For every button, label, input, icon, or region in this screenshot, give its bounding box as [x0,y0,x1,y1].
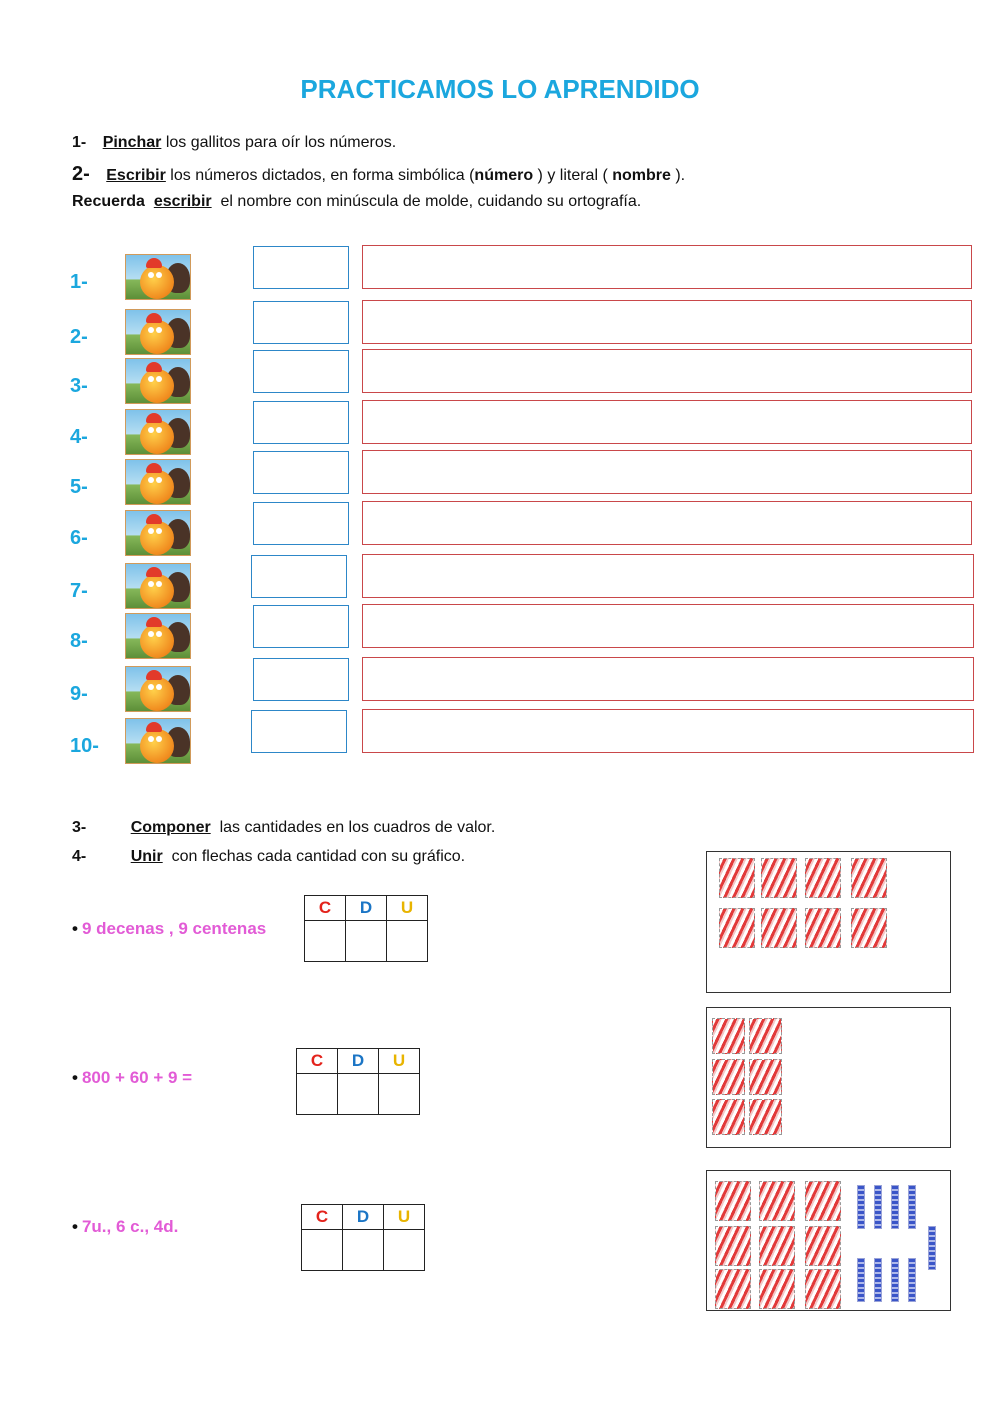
rooster-speaker-icon[interactable] [125,358,191,404]
rooster-speaker-icon[interactable] [125,459,191,505]
instruction-number: 1- [72,134,87,151]
name-input-box[interactable] [362,300,972,344]
graphic-box-1[interactable] [706,851,951,993]
instruction-2 [72,163,685,186]
name-input-box[interactable] [362,709,974,753]
quantity-text: 7u., 6 c., 4d. [81,1217,179,1236]
ten-rod-icon [891,1185,899,1229]
rooster-speaker-icon[interactable] [125,613,191,659]
instruction-verb: escribir [153,193,212,210]
quantity-item-1[interactable] [72,919,266,939]
quantity-text: 800 + 60 + 9 = [81,1068,193,1087]
hundred-block-icon [715,1226,751,1266]
number-input-box[interactable] [253,401,349,444]
header-d: D [338,1049,379,1074]
place-value-table-3 [301,1204,425,1271]
place-value-table-1 [304,895,428,962]
hundred-block-icon [719,908,755,948]
row-number-label: 8- [70,630,88,652]
row-number-label: 4- [70,426,88,448]
row-number-label: 7- [70,580,88,602]
page-title: PRACTICAMOS LO APRENDIDO [300,74,700,104]
row-number-label: 5- [70,476,88,498]
rooster-speaker-icon[interactable] [125,309,191,355]
instruction-number: 2- [72,163,90,185]
instruction-bold: nombre [612,167,671,184]
hundred-block-icon [851,908,887,948]
ten-rod-icon [857,1185,865,1229]
rooster-speaker-icon[interactable] [125,409,191,455]
ten-rod-icon [857,1258,865,1302]
instruction-number: 3- [72,819,87,836]
row-number-label: 1- [70,271,88,293]
rooster-speaker-icon[interactable] [125,254,191,300]
name-input-box[interactable] [362,501,972,545]
instruction-text: el nombre con minúscula de molde, cuidando su ortografía. [220,193,642,210]
ten-rod-icon [891,1258,899,1302]
name-input-box[interactable] [362,604,974,648]
graphic-box-3[interactable] [706,1170,951,1311]
name-input-box[interactable] [362,245,972,289]
ten-rod-icon [874,1185,882,1229]
row-number-label: 3- [70,375,88,397]
graphic-box-2[interactable] [706,1007,951,1148]
instruction-number: 4- [72,848,87,865]
instruction-verb: Unir [130,848,163,865]
ten-rod-icon [874,1258,882,1302]
header-d: D [346,896,387,921]
ten-rod-icon [928,1226,936,1270]
quantity-item-3[interactable] [72,1217,178,1237]
hundred-block-icon [761,908,797,948]
number-input-box[interactable] [251,710,347,753]
cell-d-input[interactable] [346,921,387,962]
hundred-block-icon [805,1226,841,1266]
instruction-verb: Pinchar [102,134,162,151]
number-input-box[interactable] [253,502,349,545]
instruction-bold: número [474,167,534,184]
bullet-icon: • [72,919,78,938]
name-input-box[interactable] [362,400,972,444]
ten-rod-icon [908,1185,916,1229]
hundred-block-icon [851,858,887,898]
hundred-block-icon [761,858,797,898]
instruction-verb: Componer [130,819,211,836]
hundred-block-icon [759,1181,795,1221]
header-u: U [379,1049,420,1074]
row-number-label: 6- [70,527,88,549]
cell-c-input[interactable] [297,1074,338,1115]
hundred-block-icon [805,858,841,898]
rooster-speaker-icon[interactable] [125,563,191,609]
header-d: D [343,1205,384,1230]
number-input-box[interactable] [251,555,347,598]
number-input-box[interactable] [253,451,349,494]
row-number-label: 9- [70,683,88,705]
name-input-box[interactable] [362,349,972,393]
hundred-block-icon [759,1226,795,1266]
header-u: U [384,1205,425,1230]
instruction-lead: Recuerda [72,193,145,210]
header-c: C [297,1049,338,1074]
ten-rod-icon [908,1258,916,1302]
instruction-4-join [72,848,465,866]
cell-d-input[interactable] [338,1074,379,1115]
instruction-3 [72,193,641,211]
hundred-block-icon [749,1018,782,1054]
cell-u-input[interactable] [379,1074,420,1115]
hundred-block-icon [749,1099,782,1135]
instruction-text: con flechas cada cantidad con su gráfico. [171,848,466,865]
name-input-box[interactable] [362,450,972,494]
instruction-text: los gallitos para oír los números. [165,134,397,151]
header-c: C [305,896,346,921]
number-input-box[interactable] [253,658,349,701]
rooster-speaker-icon[interactable] [125,718,191,764]
cell-d-input[interactable] [343,1230,384,1271]
cell-u-input[interactable] [387,921,428,962]
hundred-block-icon [715,1181,751,1221]
instruction-text: las cantidades en los cuadros de valor. [219,819,496,836]
hundred-block-icon [715,1269,751,1309]
header-c: C [302,1205,343,1230]
cell-u-input[interactable] [384,1230,425,1271]
name-input-box[interactable] [362,554,974,598]
instruction-verb: Escribir [106,167,166,184]
hundred-block-icon [749,1059,782,1095]
bullet-icon: • [72,1068,78,1087]
name-input-box[interactable] [362,657,974,701]
bullet-icon: • [72,1217,78,1236]
number-input-box[interactable] [253,246,349,289]
instruction-text: ). [670,167,686,184]
hundred-block-icon [805,1181,841,1221]
number-input-box[interactable] [253,301,349,344]
rooster-speaker-icon[interactable] [125,666,191,712]
header-u: U [387,896,428,921]
place-value-table-2 [296,1048,420,1115]
hundred-block-icon [805,908,841,948]
hundred-block-icon [712,1059,745,1095]
number-input-box[interactable] [253,605,349,648]
quantity-text: 9 decenas , 9 centenas [81,919,267,938]
rooster-speaker-icon[interactable] [125,510,191,556]
instruction-1 [72,134,396,152]
hundred-block-icon [759,1269,795,1309]
row-number-label: 2- [70,326,88,348]
hundred-block-icon [712,1099,745,1135]
instruction-text: ) y literal ( [533,167,613,184]
number-input-box[interactable] [253,350,349,393]
hundred-block-icon [805,1269,841,1309]
cell-c-input[interactable] [305,921,346,962]
hundred-block-icon [712,1018,745,1054]
quantity-item-2[interactable] [72,1068,192,1088]
row-number-label: 10- [70,735,99,757]
instruction-3-compose [72,819,495,837]
instruction-text: los números dictados, en forma simbólica ( [170,167,475,184]
cell-c-input[interactable] [302,1230,343,1271]
hundred-block-icon [719,858,755,898]
